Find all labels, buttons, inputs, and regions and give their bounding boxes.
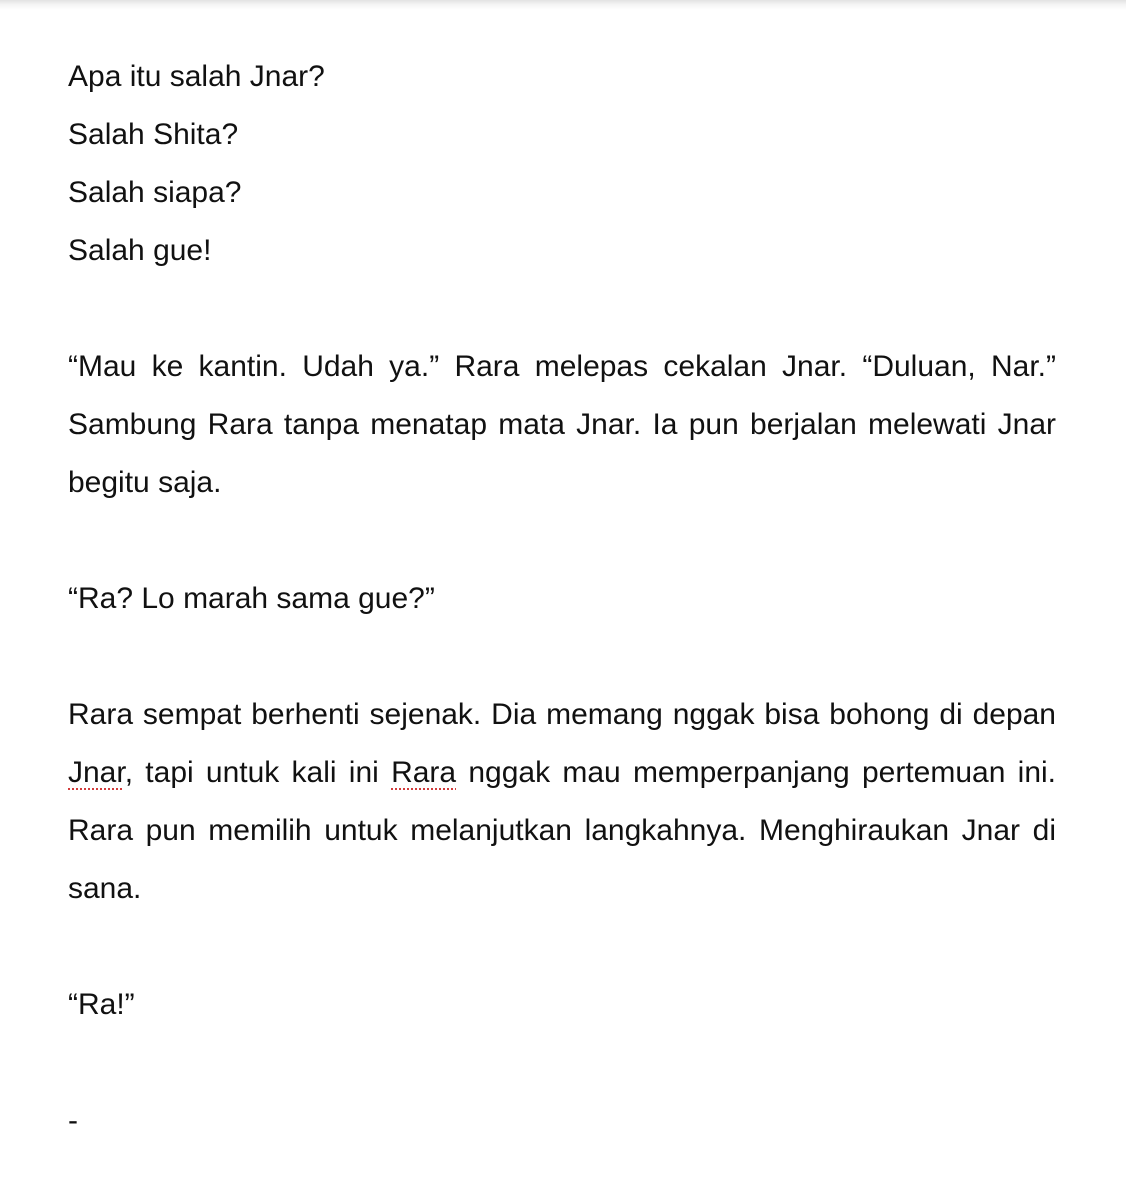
paragraph-1: “Mau ke kantin. Udah ya.” Rara melepas cekalan Jnar. “Duluan, Nar.” Sambung Rara tanpa menatap mata Jnar. Ia pun berjalan melewati Jnar begitu saja. — [68, 350, 1056, 499]
paragraph-2 — [68, 686, 1056, 918]
text-line: Salah siapa? — [68, 176, 242, 209]
end-mark: - — [68, 1104, 78, 1137]
blank-line — [68, 628, 1056, 686]
dialog-line: “Ra!” — [68, 988, 135, 1021]
top-edge-shadow — [0, 0, 1126, 10]
paragraph-2-text: Rara sempat berhenti sejenak. Dia memang nggak bisa bohong di depan — [68, 698, 1056, 731]
spellcheck-flagged-word[interactable]: Rara — [391, 756, 457, 789]
document-page — [68, 48, 1056, 1150]
paragraph-2-text: , tapi untuk kali ini — [124, 756, 392, 789]
blank-line — [68, 1034, 1056, 1092]
blank-line — [68, 280, 1056, 338]
blank-line — [68, 512, 1056, 570]
text-line: Salah gue! — [68, 234, 212, 267]
text-line: Salah Shita? — [68, 118, 239, 151]
text-line: Apa itu salah Jnar? — [68, 60, 325, 93]
paragraph-2-text: nggak mau memperpanjang pertemuan ini. Rara pun memilih untuk melanjutkan langkahnya. Menghiraukan Jnar di sana. — [68, 756, 1057, 905]
spellcheck-flagged-word[interactable]: Jnar — [68, 756, 125, 789]
blank-line — [68, 918, 1056, 976]
dialog-line: “Ra? Lo marah sama gue?” — [68, 582, 435, 615]
